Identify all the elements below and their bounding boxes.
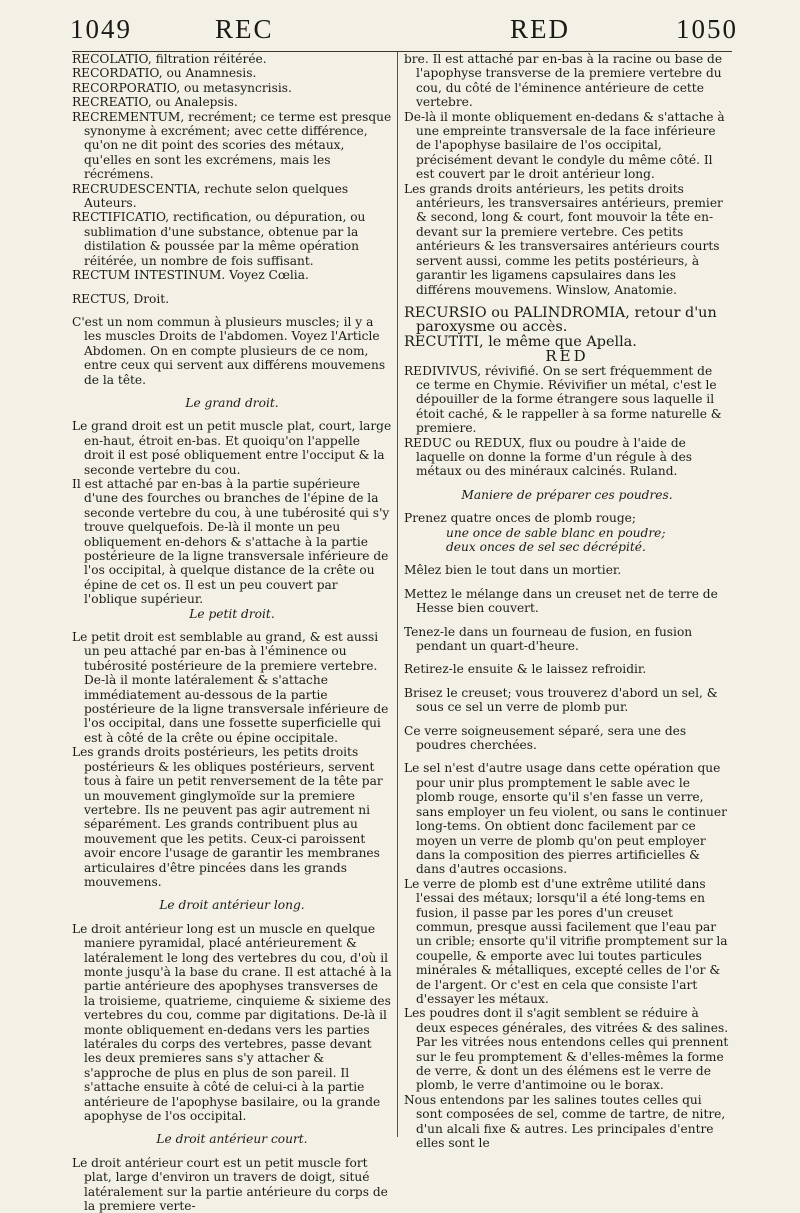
column-divider	[397, 52, 398, 1137]
letter-section-heading: RED	[545, 347, 589, 366]
section-subheading: Le grand droit.	[185, 395, 279, 410]
paragraph: Brisez le creuset; vous trouverez d'abord un sel, & sous ce sel un verre de plomb pur.	[404, 685, 718, 715]
recipe-line: deux onces de sel sec décrépité.	[446, 540, 646, 554]
paragraph: Ce verre soigneusement séparé, sera une des poudres cherchées.	[404, 723, 687, 753]
dictionary-entry: RECORPORATIO, ou metasyncrisis.	[72, 80, 292, 95]
left-column	[72, 52, 392, 1213]
headword-right: RED	[510, 14, 570, 44]
recipe-line: une once de sable blanc en poudre;	[446, 525, 666, 540]
paragraph: Le grand droit est un petit muscle plat, court, large en-haut, étroit en-bas. Et quoiqu'on l'appelle droit il est posé obliquement entre l'occiput & la seconde vertebre du cou.	[72, 419, 392, 477]
paragraph: Le petit droit est semblable au grand, & est aussi un peu attaché par en-bas à l'éminence ou tubérosité postérieure de la premiere vertebre. De-là il monte latéralement & s'attache immédiatement au-dessous de la partie postérieure de la ligne transversale inférieure de l'os occipital, dans une fossette superficielle qui est à côté de la crête ou épine occipitale.	[72, 630, 389, 745]
section-subheading: Maniere de préparer ces poudres.	[461, 487, 673, 502]
dictionary-entry: RECOLATIO, filtration réitérée.	[72, 52, 267, 66]
paragraph: Tenez-le dans un fourneau de fusion, en fusion pendant un quart-d'heure.	[404, 624, 693, 654]
paragraph: Les poudres dont il s'agit semblent se réduire à deux especes générales, des vitrées & des salines. Par les vitrées nous entendons celles qui prennent sur le feu promptement & d'elles-mêmes la forme de verre, & dont un des élémens est le verre de plomb, le verre d'antimoine ou le borax.	[404, 1006, 729, 1093]
dictionary-entry: RECURSIO ou PALINDROMIA, retour d'un paroxysme ou accès.	[404, 304, 717, 336]
dictionary-entry: REDUC ou REDUX, flux ou poudre à l'aide de laquelle on donne la forme d'un régule à des métaux ou des minéraux calcinés. Ruland.	[404, 435, 693, 479]
right-column	[404, 52, 730, 1150]
paragraph: Le droit antérieur court est un petit muscle fort plat, large d'environ un travers de doigt, situé latéralement sur la partie antérieure du corps de la premiere verte-	[72, 1155, 388, 1213]
paragraph: Mêlez bien le tout dans un mortier.	[404, 563, 622, 578]
dictionary-entry: RECTIFICATIO, rectification, ou dépuration, ou sublimation d'une substance, obtenue par la distilation & poussée par la même opération réitérée, un nombre de fois suffisant.	[72, 210, 366, 268]
running-header	[0, 14, 800, 54]
page-number-right: 1050	[676, 14, 738, 44]
paragraph: De-là il monte obliquement en-dedans & s'attache à une empreinte transversale de la face inférieure de l'apophyse basilaire de l'os occipital, précisément devant le condyle du même côté. Il est couvert par le droit antérieur long.	[404, 109, 725, 182]
dictionary-entry: RECTUM INTESTINUM. Voyez Cœlia.	[72, 268, 309, 283]
paragraph: C'est un nom commun à plusieurs muscles; il y a les muscles Droits de l'abdomen. Voyez l'Article Abdomen. On en compte plusieurs de ce nom, entre ceux qui servent aux différens mouvemens de la tête.	[72, 314, 386, 387]
dictionary-entry: RECORDATIO, ou Anamnesis.	[72, 66, 257, 81]
paragraph: Prenez quatre onces de plomb rouge;	[404, 511, 636, 526]
dictionary-entry: RECRUDESCENTIA, rechute selon quelques Auteurs.	[72, 181, 349, 211]
paragraph: Le sel n'est d'autre usage dans cette opération que pour unir plus promptement le sable avec le plomb rouge, ensorte qu'il s'en fasse un verre, sans employer un feu violent, ou sans le continuer long-tems. On obtient donc facilement par ce moyen un verre de plomb qu'on peut employer dans la composition des pierres artificielles & dans d'autres occasions.	[404, 761, 727, 877]
dictionary-entry: REDIVIVUS, révivifié. On se sert fréquemment de ce terme en Chymie. Révivifier un métal, c'est le dépouiller de la forme étrangere sous laquelle il étoit caché, & le rappeller à sa forme naturelle & premiere.	[404, 363, 722, 436]
dictionary-entry: RECREMENTUM, recrément; ce terme est presque synonyme à excrément; avec cette différence, qu'on ne dit point des scories des métaux, qu'elles en sont les excrémens, mais les récrémens.	[72, 109, 392, 182]
paragraph: Le droit antérieur long est un muscle en quelque maniere pyramidal, placé antérieurement & latéralement le long des vertebres du cou, d'où il monte jusqu'à la base du crane. Il est attaché à la partie antérieure des apophyses transverses de la troisieme, quatrieme, cinquieme & sixieme des vertebres du cou, comme par digitations. De-là il monte obliquement en-dedans vers les parties latérales du corps des vertebres, passe devant les deux premieres sans s'y attacher & s'approche de plus en plus de son pareil. Il s'attache ensuite à côté de celui-ci à la partie antérieure de l'apophyse basilaire, ou la grande apophyse de l'os occipital.	[72, 921, 392, 1124]
section-subheading: Le petit droit.	[189, 606, 275, 621]
paragraph: Mettez le mélange dans un creuset net de terre de Hesse bien couvert.	[404, 586, 718, 616]
page-number-left: 1049	[70, 14, 132, 44]
paragraph: Le verre de plomb est d'une extrême utilité dans l'essai des métaux; lorsqu'il a été long-tems en fusion, il passe par les pores d'un creuset commun, presque aussi facilement que l'eau par un crible; ensorte qu'il vitrifie promptement sur la coupelle, & emporte avec lui toutes particules minérales & métalliques, excepté celles de l'or & de l'argent. Or c'est en cela que consiste l'art d'essayer les métaux.	[404, 876, 728, 1006]
paragraph: Nous entendons par les salines toutes celles qui sont composées de sel, comme de tartre, de nitre, d'un alcali fixe & autres. Les principales d'entre elles sont le	[404, 1092, 726, 1151]
section-subheading: Le droit antérieur court.	[156, 1132, 308, 1147]
headword-left: REC	[215, 14, 274, 44]
paragraph: Les grands droits postérieurs, les petits droits postérieurs & les obliques postérieurs, servent tous à faire un petit renversement de la tête par un mouvement ginglymoïde sur la premiere vertebre. Ils ne peuvent pas agir autrement ni séparément. Les grands contribuent plus au mouvement que les petits. Ceux-ci paroissent avoir encore l'usage de garantir les membranes articulaires d'être pincées dans les grands mouvemens.	[72, 745, 383, 889]
paragraph: Retirez-le ensuite & le laissez refroidir.	[404, 662, 647, 677]
paragraph: bre. Il est attaché par en-bas à la racine ou base de l'apophyse transverse de la premiere vertebre du cou, du côté de l'éminence antérieure de cette vertebre.	[404, 52, 723, 110]
paragraph: Il est attaché par en-bas à la partie supérieure d'une des fourches ou branches de l'épine de la seconde vertebre du cou, à une tubérosité qui s'y trouve quelquefois. De-là il monte un peu obliquement en-dehors & s'attache à la partie postérieure de la ligne transversale inférieure de l'os occipital, à quelque distance de la crête ou épine de cet os. Il est un peu couvert par l'oblique supérieur.	[72, 476, 390, 607]
dictionary-entry: RECREATIO, ou Analepsis.	[72, 95, 238, 110]
section-subheading: Le droit antérieur long.	[159, 898, 305, 913]
paragraph: Les grands droits antérieurs, les petits droits antérieurs, les transversaires antérieurs, premier & second, long & court, font mouvoir la tête en-devant sur la premiere vertebre. Ces petits antérieurs & les transversaires antérieurs courts servent aussi, comme les petits postérieurs, à garantir les ligamens capsulaires dans les différens mouvemens. Winslow, Anatomie.	[404, 181, 723, 297]
dictionary-entry: RECTUS, Droit.	[72, 291, 170, 306]
dictionary-entry: RECUTITI, le même que Apella.	[404, 333, 637, 350]
